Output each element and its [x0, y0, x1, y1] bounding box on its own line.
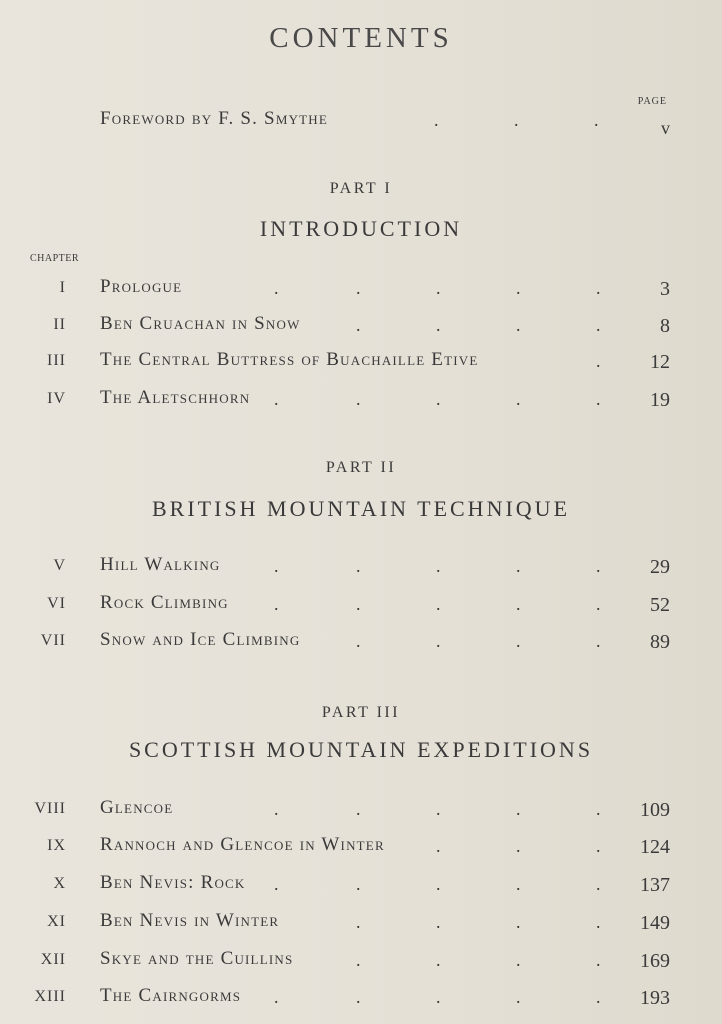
chapter-page: 19 [650, 389, 670, 411]
chapter-title: Rock Climbing [100, 592, 229, 613]
leader-dot: . [436, 278, 441, 298]
chapter-number: III [47, 352, 66, 369]
leader-dot: . [596, 351, 601, 371]
part-heading: SCOTTISH MOUNTAIN EXPEDITIONS [128, 737, 594, 762]
chapter-page: 89 [650, 631, 670, 653]
foreword-page: v [661, 118, 670, 138]
leader-dot: . [514, 110, 519, 130]
chapter-page: 3 [660, 278, 670, 300]
leader-dot: . [356, 389, 361, 409]
chapter-number: I [59, 279, 66, 296]
leader-dot: . [516, 556, 521, 576]
leader-dot: . [516, 315, 521, 335]
leader-dot: . [596, 278, 601, 298]
leader-dot: . [356, 594, 361, 614]
leader-dot: . [436, 950, 441, 970]
leader-dot: . [436, 836, 441, 856]
chapter-page: 12 [650, 351, 670, 373]
leader-dot: . [436, 389, 441, 409]
leader-dot: . [436, 987, 441, 1007]
leader-dot: . [356, 315, 361, 335]
chapter-number: X [53, 875, 66, 892]
page-column-header: PAGE [637, 96, 667, 107]
leader-dot: . [274, 987, 279, 1007]
chapter-title: Ben Nevis: Rock [100, 872, 246, 893]
leader-dot: . [596, 987, 601, 1007]
part-label: PART III [321, 704, 401, 721]
leader-dot: . [274, 799, 279, 819]
chapter-number: V [53, 557, 66, 574]
part-heading: INTRODUCTION [259, 216, 463, 241]
leader-dot: . [274, 389, 279, 409]
leader-dot: . [356, 631, 361, 651]
leader-dot: . [356, 556, 361, 576]
leader-dot: . [516, 987, 521, 1007]
leader-dot: . [596, 556, 601, 576]
leader-dot: . [516, 278, 521, 298]
leader-dot: . [596, 912, 601, 932]
chapter-title: The Aletschhorn [100, 387, 251, 408]
leader-dot: . [516, 631, 521, 651]
chapter-title: Hill Walking [100, 554, 221, 575]
chapter-title: Ben Cruachan in Snow [100, 313, 301, 334]
leader-dot: . [596, 389, 601, 409]
chapter-number: XI [47, 913, 66, 930]
leader-dot: . [436, 556, 441, 576]
leader-dot: . [356, 874, 361, 894]
chapter-number: IV [47, 390, 66, 407]
chapter-title: Ben Nevis in Winter [100, 910, 280, 931]
leader-dot: . [436, 912, 441, 932]
leader-dot: . [516, 389, 521, 409]
chapter-title: The Central Buttress of Buachaille Etive [100, 349, 479, 370]
leader-dot: . [274, 594, 279, 614]
chapter-page: 149 [640, 912, 670, 934]
chapter-page: 137 [640, 874, 670, 896]
leader-dot: . [356, 278, 361, 298]
leader-dot: . [274, 874, 279, 894]
chapter-page: 124 [640, 836, 670, 858]
chapter-title: Rannoch and Glencoe in Winter [100, 834, 385, 855]
leader-dot: . [516, 594, 521, 614]
part-heading: BRITISH MOUNTAIN TECHNIQUE [151, 496, 571, 521]
leader-dot: . [436, 874, 441, 894]
leader-dot: . [596, 799, 601, 819]
leader-dot: . [596, 950, 601, 970]
leader-dot: . [356, 799, 361, 819]
leader-dot: . [596, 594, 601, 614]
leader-dot: . [436, 799, 441, 819]
foreword-entry: Foreword by F. S. Smythe [100, 108, 329, 129]
page-title: CONTENTS [269, 22, 453, 54]
chapter-number: VII [40, 632, 66, 649]
chapter-title: Glencoe [100, 797, 174, 818]
leader-dot: . [436, 631, 441, 651]
leader-dot: . [356, 912, 361, 932]
leader-dot: . [434, 110, 439, 130]
leader-dot: . [516, 874, 521, 894]
part-label: PART II [325, 459, 397, 476]
chapter-number: XIII [34, 988, 66, 1005]
chapter-number: VI [47, 595, 66, 612]
chapter-page: 193 [640, 987, 670, 1009]
chapter-page: 52 [650, 594, 670, 616]
leader-dot: . [596, 315, 601, 335]
chapter-title: Skye and the Cuillins [100, 948, 294, 969]
leader-dot: . [594, 110, 599, 130]
leader-dot: . [436, 594, 441, 614]
chapter-number: IX [47, 837, 66, 854]
leader-dot: . [516, 799, 521, 819]
chapter-title: Prologue [100, 276, 183, 297]
chapter-page: 109 [640, 799, 670, 821]
part-label: PART I [329, 180, 393, 197]
leader-dot: . [516, 836, 521, 856]
leader-dot: . [516, 912, 521, 932]
chapter-title: The Cairngorms [100, 985, 242, 1006]
leader-dot: . [356, 987, 361, 1007]
chapter-number: VIII [34, 800, 66, 817]
chapter-page: 8 [660, 315, 670, 337]
chapter-title: Snow and Ice Climbing [100, 629, 301, 650]
chapter-page: 169 [640, 950, 670, 972]
leader-dot: . [356, 950, 361, 970]
leader-dot: . [274, 556, 279, 576]
leader-dot: . [516, 950, 521, 970]
chapter-number: XII [40, 951, 66, 968]
leader-dot: . [436, 315, 441, 335]
chapter-page: 29 [650, 556, 670, 578]
chapter-column-header: CHAPTER [30, 253, 80, 264]
leader-dot: . [596, 631, 601, 651]
leader-dot: . [596, 874, 601, 894]
chapter-number: II [53, 316, 66, 333]
leader-dot: . [596, 836, 601, 856]
leader-dot: . [274, 278, 279, 298]
